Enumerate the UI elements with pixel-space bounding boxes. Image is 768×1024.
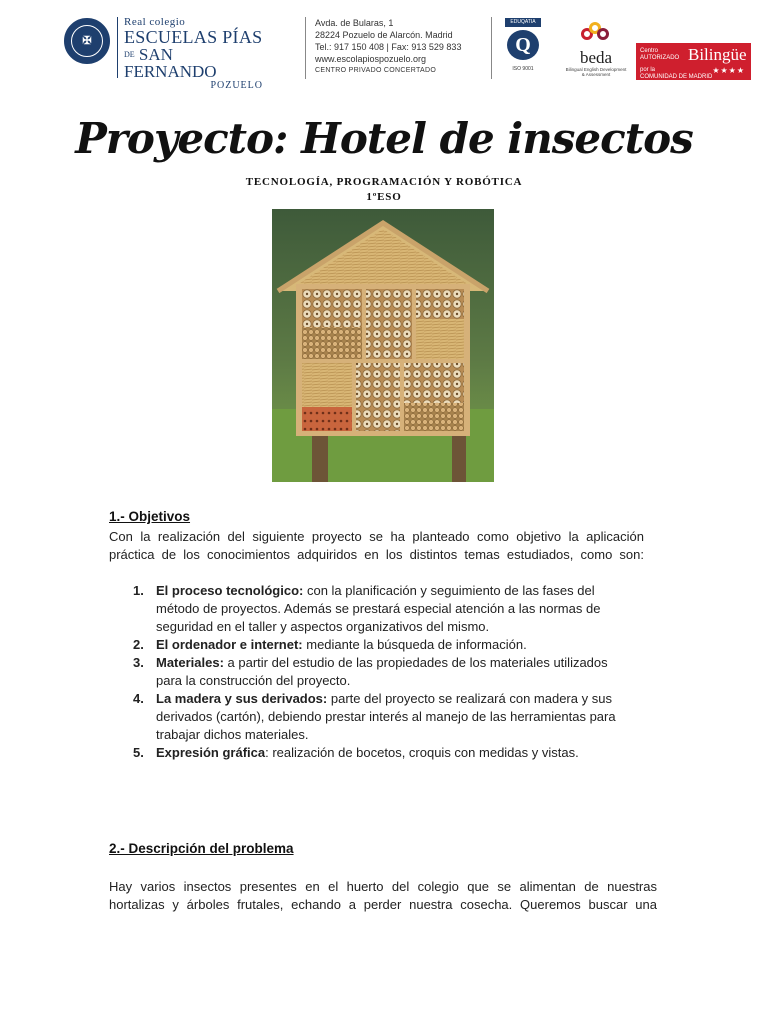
document-grade: 1ºESO xyxy=(366,191,402,203)
letterhead xyxy=(0,0,768,100)
stars-icon: ★★★★ xyxy=(712,66,745,75)
objectives-intro: Con la realización del siguiente proyecto se ha planteado como objetivo la aplicación práctica de los conocimientos adquiridos en los distintos temas estudiados, como son: xyxy=(109,529,644,562)
document-subtitle: TECNOLOGÍA, PROGRAMACIÓN Y ROBÓTICA xyxy=(245,176,523,188)
bilingual-center-logo: Centro AUTORIZADO Bilingüe por la COMUNIDAD DE MADRID ★★★★ xyxy=(636,43,751,80)
divider xyxy=(117,17,118,78)
list-item: 5. Expresión gráfica: realización de bocetos, croquis con medidas y vistas. xyxy=(133,745,579,760)
beda-program-logo: beda Bilingual English Development & Assessment xyxy=(565,22,627,80)
divider xyxy=(491,17,492,79)
section-heading-objectives: 1.- Objetivos xyxy=(109,509,191,524)
school-seal-logo: ✠ xyxy=(64,18,110,64)
divider xyxy=(305,17,306,79)
beda-circles-icon xyxy=(579,22,609,48)
quality-certification-logo: EDUQATIA Q ISO 9001 xyxy=(505,18,541,78)
problem-description: Hay varios insectos presentes en el huerto del colegio que se alimentan de nuestras hortalizas y árboles frutales, echando a perder nuestra cosecha. Queremos buscar una xyxy=(109,879,657,912)
section-heading-problem: 2.- Descripción del problema xyxy=(109,841,294,856)
objectives-list xyxy=(109,582,669,762)
list-item: 3. Materiales: a partir del estudio de las propiedades de los materiales utilizados para la construcción del proyecto. xyxy=(133,655,608,688)
list-item: 2. El ordenador e internet: mediante la búsqueda de información. xyxy=(133,637,527,652)
insect-hotel-illustration xyxy=(272,209,494,482)
document-title: Proyecto: Hotel de insectos xyxy=(75,114,693,163)
school-name-logo: Real colegio ESCUELAS PÍAS $^{DE}$ SAN FERNANDO POZUELO xyxy=(124,16,263,91)
list-item: 1. El proceso tecnológico: con la planificación y seguimiento de las fases del método de proyectos. Además se prestará especial atención a las normas de seguridad en el taller y aspectos organizativos del mismo. xyxy=(133,583,601,634)
insect-hotel-photo xyxy=(272,209,494,482)
list-item: 4. La madera y sus derivados: parte del proyecto se realizará con madera y sus derivados (cartón), debiendo prestar interés al manejo de las herramientas para trabajar dichos materiales. xyxy=(133,691,616,742)
school-address: Avda. de Bularas, 1 28224 Pozuelo de Alarcón. Madrid Tel.: 917 150 408 | Fax: 913 529 833 www.escolapiospozuelo.org CENTRO PRIVADO CONCERTADO xyxy=(315,18,462,74)
